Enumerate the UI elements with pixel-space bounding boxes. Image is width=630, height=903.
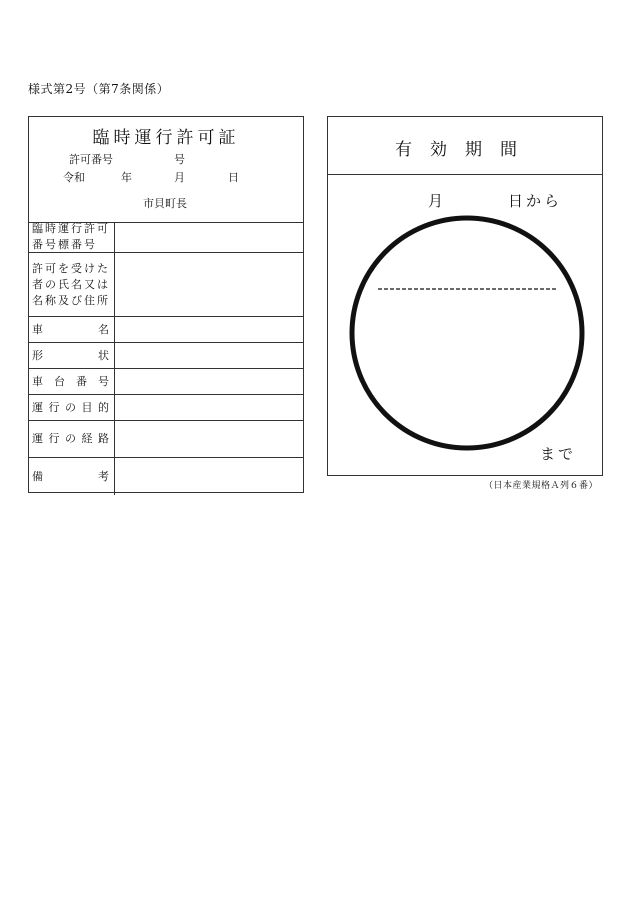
permit-row-value: [115, 395, 303, 420]
permit-row-label: [32, 431, 111, 447]
permit-row-label: 臨時運行許可 番号標番号: [32, 222, 110, 251]
permit-row-label-char: 号: [98, 374, 111, 388]
permit-row-label-char: 名: [98, 322, 111, 336]
permit-row-label: [32, 469, 111, 485]
permit-row-label-cell: [29, 395, 115, 420]
permit-row: [29, 317, 303, 343]
permit-row-label: [32, 322, 111, 338]
permit-row: [29, 421, 303, 458]
validity-stamp-circle: [328, 117, 604, 477]
paper-size-note: （日本産業規格Ａ列６番）: [484, 481, 599, 491]
date-year: 年: [121, 171, 132, 184]
permit-row: [29, 222, 303, 253]
permit-row-label-char: 行: [48, 432, 62, 445]
date-month: 月: [174, 171, 185, 184]
permit-row-label-char: 運: [32, 400, 45, 414]
permit-row-label-char: 経: [81, 432, 95, 445]
permit-row-label-char: 車: [32, 322, 45, 336]
validity-day-from-label: 日から: [508, 192, 563, 210]
validity-until-label: まで: [540, 445, 577, 463]
permit-row-label-cell: [29, 317, 115, 342]
permit-number-label: 許可番号: [69, 153, 113, 166]
permit-row-label-char: 考: [98, 469, 111, 483]
validity-title: 有効期間: [395, 140, 535, 160]
date-era: 令和: [63, 171, 85, 184]
form-number-label: 様式第2号（第7条関係）: [28, 82, 170, 96]
permit-row-label-char: 運: [32, 432, 45, 445]
validity-card: [327, 116, 603, 476]
permit-row-label-char: 行: [48, 400, 62, 414]
permit-row-value: [115, 369, 303, 394]
permit-row: [29, 395, 303, 421]
permit-row-value: [115, 317, 303, 342]
permit-row-value: [115, 343, 303, 368]
stamp-circle-outline: [352, 218, 582, 448]
validity-month-label: 月: [428, 192, 444, 210]
permit-card: [28, 116, 304, 493]
permit-row-label: 許可を受けた 者の氏名又は 名称及び住所: [32, 261, 110, 307]
permit-row: [29, 458, 303, 495]
permit-row-label-char: の: [65, 432, 78, 445]
permit-number-suffix: 号: [174, 153, 185, 166]
permit-row-label: [32, 374, 111, 390]
permit-row: [29, 369, 303, 395]
permit-row-label-cell: [29, 253, 115, 316]
permit-row-label-cell: [29, 421, 115, 457]
permit-row-label-char: 路: [98, 432, 111, 445]
permit-title: 臨時運行許可証: [92, 128, 240, 148]
permit-row-label-cell: [29, 222, 115, 252]
permit-row-label-char: 番: [76, 374, 89, 388]
issuer-name: 市貝町長: [143, 197, 187, 210]
date-day: 日: [228, 171, 239, 184]
permit-row-label-char: 形: [32, 348, 45, 362]
permit-row-label-char: の: [65, 400, 78, 414]
permit-row-label-char: 状: [98, 348, 111, 362]
permit-row-label: [32, 348, 111, 364]
permit-row-value: [115, 253, 303, 316]
permit-row-label-cell: [29, 343, 115, 368]
permit-row-label-char: 車: [32, 374, 45, 388]
permit-row-label-cell: [29, 369, 115, 394]
permit-row-value: [115, 458, 303, 495]
permit-row-label-char: 台: [54, 374, 67, 388]
permit-row: [29, 343, 303, 369]
permit-row-label: [32, 400, 111, 416]
permit-row-value: [115, 421, 303, 457]
permit-row-label-char: 目: [81, 400, 95, 414]
permit-row-label-cell: [29, 458, 115, 495]
permit-row-label-char: 備: [32, 469, 45, 483]
permit-row-label-char: 的: [98, 400, 111, 414]
permit-row-value: [115, 222, 303, 252]
permit-header: [29, 117, 303, 223]
permit-row: [29, 253, 303, 317]
